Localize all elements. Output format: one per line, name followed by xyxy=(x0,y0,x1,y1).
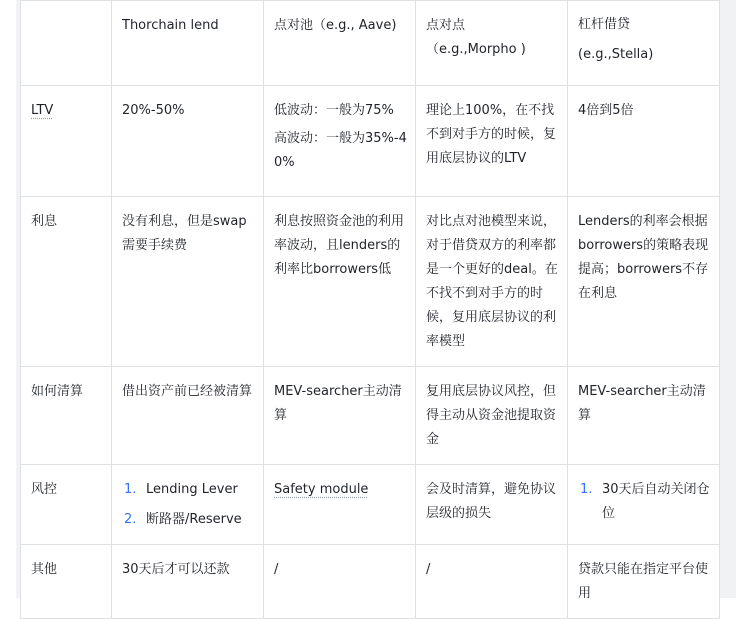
table-row xyxy=(21,545,720,619)
table-cell: MEV-searcher主动清算 xyxy=(568,367,720,465)
header-peer-to-pool: 点对池（e.g., Aave) xyxy=(264,1,416,86)
row-label-interest: 利息 xyxy=(21,197,112,367)
row-label-risk: 风控 xyxy=(21,465,112,545)
table-cell: / xyxy=(264,545,416,619)
table-cell: 30天后才可以还款 xyxy=(112,545,264,619)
table-cell: 会及时清算，避免协议层级的损失 xyxy=(416,465,568,545)
table-cell: 20%-50% xyxy=(112,86,264,197)
table-cell xyxy=(568,465,720,545)
table-cell: 低波动：一般为75% 高波动：一般为35%-40% xyxy=(264,86,416,197)
table-row xyxy=(21,197,720,367)
table-cell: MEV-searcher主动清算 xyxy=(264,367,416,465)
table-cell: 借出资产前已经被清算 xyxy=(112,367,264,465)
row-label-liquidation: 如何清算 xyxy=(21,367,112,465)
row-label-other: 其他 xyxy=(21,545,112,619)
table-cell xyxy=(112,465,264,545)
table-cell: 理论上100%，在不找不到对手方的时候，复用底层协议的LTV xyxy=(416,86,568,197)
table-row xyxy=(21,86,720,197)
list-item: 1. 30天后自动关闭仓位 xyxy=(580,482,710,521)
table-cell: Safety module xyxy=(264,465,416,545)
header-empty xyxy=(21,1,112,86)
table-cell: 对比点对池模型来说，对于借贷双方的利率都是一个更好的deal。在不找不到对手方的时候，复用底层协议的利率模型 xyxy=(416,197,568,367)
header-leverage: 杠杆借贷 (e.g.,Stella) xyxy=(568,1,720,86)
header-row xyxy=(21,1,720,86)
table-cell: 没有利息，但是swap需要手续费 xyxy=(112,197,264,367)
table-cell: / xyxy=(416,545,568,619)
table-cell: Lenders的利率会根据borrowers的策略表现提高；borrowers不存在利息 xyxy=(568,197,720,367)
comparison-table xyxy=(20,0,720,619)
table-cell: 利息按照资金池的利用率波动，且lenders的利率比borrowers低 xyxy=(264,197,416,367)
table-cell: 复用底层协议风控，但得主动从资金池提取资金 xyxy=(416,367,568,465)
table-row xyxy=(21,465,720,545)
table-row xyxy=(21,367,720,465)
table-cell: 4倍到5倍 xyxy=(568,86,720,197)
numbered-list xyxy=(122,478,255,532)
header-peer-to-peer: 点对点 （e.g.,Morpho ) xyxy=(416,1,568,86)
numbered-list xyxy=(578,478,711,526)
list-item: 2. 断路器/Reserve xyxy=(124,512,242,527)
table-cell: 贷款只能在指定平台使用 xyxy=(568,545,720,619)
row-label-ltv: LTV xyxy=(21,86,112,197)
list-item: 1. Lending Lever xyxy=(124,482,238,497)
header-thorchain: Thorchain lend xyxy=(112,1,264,86)
